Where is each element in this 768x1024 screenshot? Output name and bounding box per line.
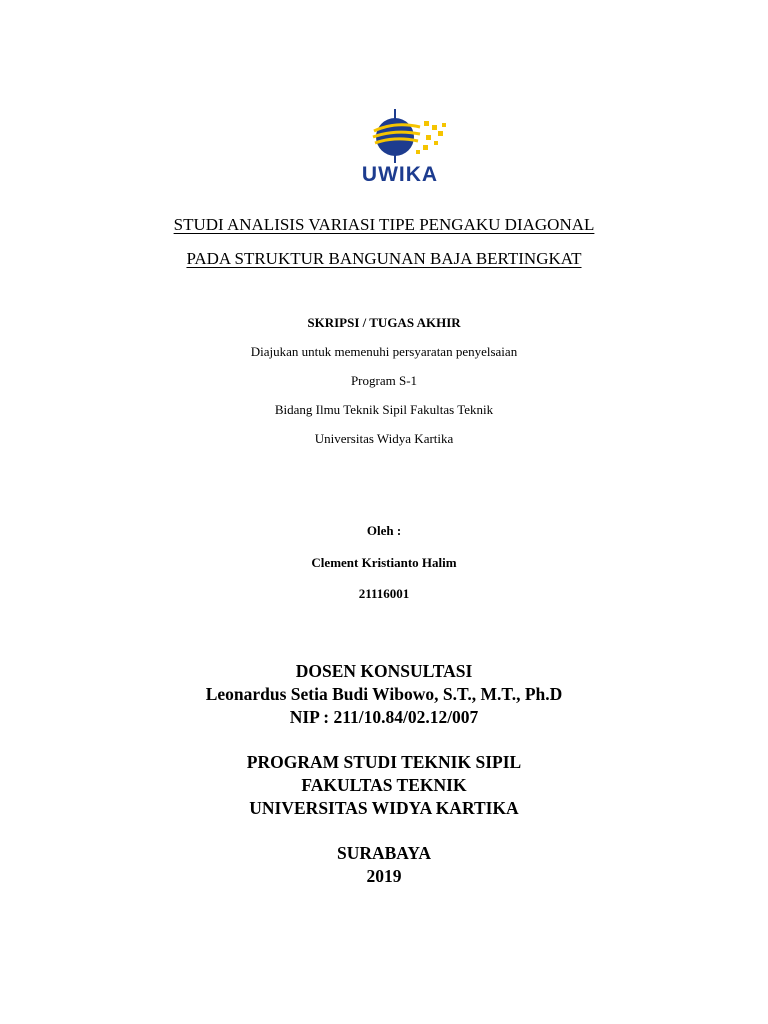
author-by-label: Oleh : xyxy=(366,523,402,538)
supervisor-heading: DOSEN KONSULTASI xyxy=(295,661,473,681)
thesis-university: Universitas Widya Kartika xyxy=(314,431,454,446)
university-logo xyxy=(350,105,450,190)
thesis-field: Bidang Ilmu Teknik Sipil Fakultas Teknik xyxy=(274,402,494,417)
faculty: FAKULTAS TEKNIK xyxy=(301,775,467,795)
university-name: UNIVERSITAS WIDYA KARTIKA xyxy=(249,798,519,818)
author-student-id: 21116001 xyxy=(358,586,410,601)
study-program: PROGRAM STUDI TEKNIK SIPIL xyxy=(246,752,522,772)
year: 2019 xyxy=(366,866,402,886)
thesis-program: Program S-1 xyxy=(350,373,418,388)
thesis-type: SKRIPSI / TUGAS AKHIR xyxy=(307,315,461,330)
thesis-purpose: Diajukan untuk memenuhi persyaratan penyelsaian xyxy=(250,344,518,359)
thesis-title-line-1: STUDI ANALISIS VARIASI TIPE PENGAKU DIAGONAL xyxy=(173,215,595,234)
supervisor-nip: NIP : 211/10.84/02.12/007 xyxy=(289,707,479,727)
uwika-emblem-icon xyxy=(350,105,450,165)
author-name: Clement Kristianto Halim xyxy=(311,555,457,570)
thesis-title-line-2: PADA STRUKTUR BANGUNAN BAJA BERTINGKAT xyxy=(186,249,582,268)
city: SURABAYA xyxy=(336,843,432,863)
logo-wordmark: UWIKA xyxy=(361,163,439,186)
supervisor-name: Leonardus Setia Budi Wibowo, S.T., M.T., Ph.D xyxy=(205,684,563,704)
